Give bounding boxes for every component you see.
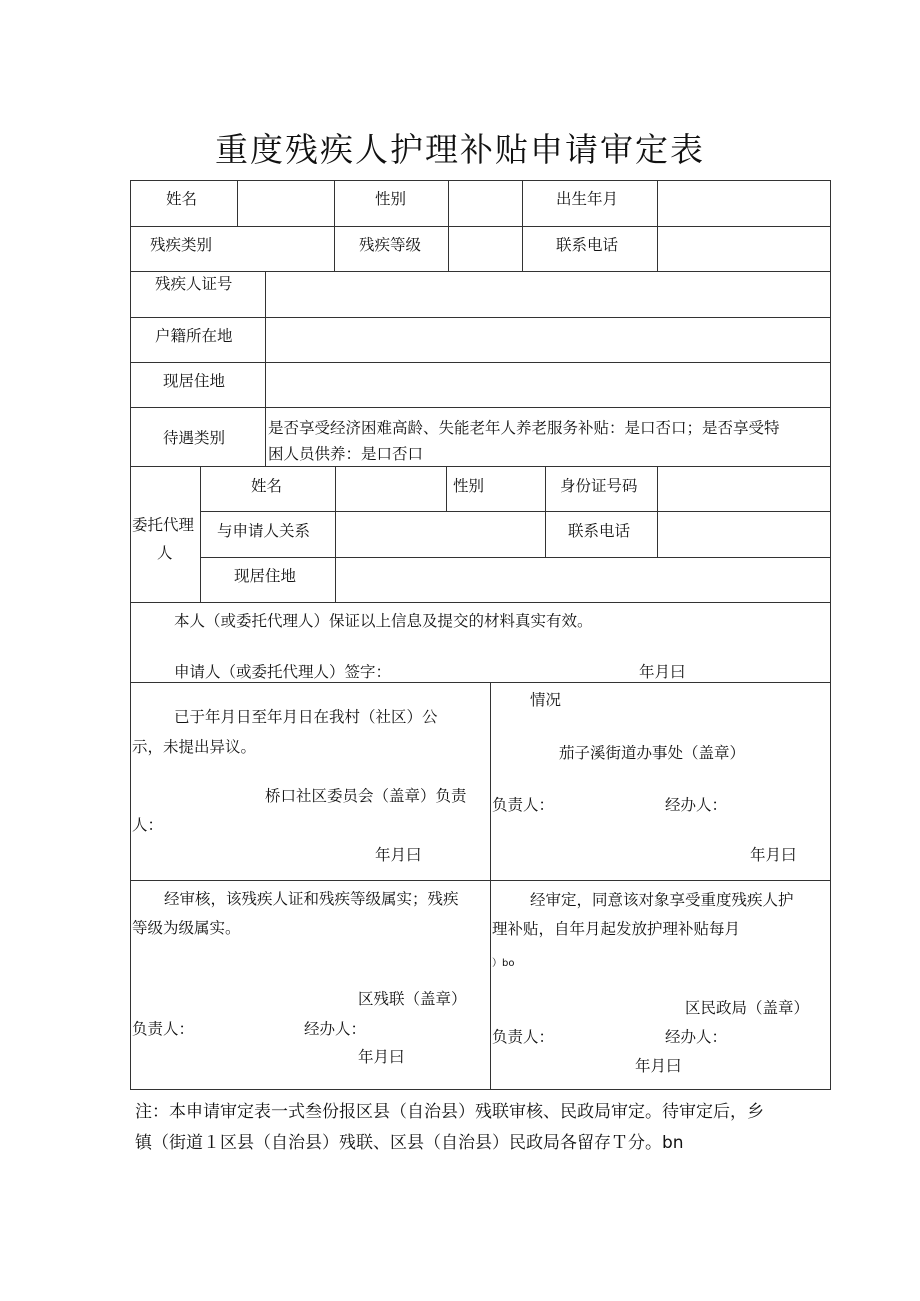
residence-label: 现居住地 <box>163 372 226 390</box>
street-responsible-label: 负责人： <box>492 796 555 814</box>
birth-label: 出生年月 <box>556 190 619 208</box>
row-divider <box>130 317 831 318</box>
page-title: 重度残疾人护理补贴申请审定表 <box>215 130 705 169</box>
agent-phone-label: 联系电话 <box>568 522 631 540</box>
row-divider <box>130 271 831 272</box>
benefit-question-line1: 是否享受经济困难高龄、失能老年人养老服务补贴：是口否口；是否享受特 <box>268 419 780 437</box>
civil-approval-line3: ）bo <box>492 958 515 969</box>
agent-name-label: 姓名 <box>251 477 283 495</box>
agent-section-label-line1: 委托代理 <box>132 516 195 534</box>
gender-label: 性别 <box>375 190 407 208</box>
col-divider <box>490 682 491 1090</box>
col-divider <box>335 466 336 602</box>
footnote <box>135 1097 835 1159</box>
publicity-line2: 示，未提出异议。 <box>132 738 257 756</box>
agent-id-label: 身份证号码 <box>560 477 638 495</box>
declaration-date: 年月曰 <box>639 663 686 681</box>
agent-gender-label: 性别 <box>453 477 485 495</box>
street-date: 年月曰 <box>750 846 797 864</box>
agent-relation-label: 与申请人关系 <box>217 522 311 540</box>
col-divider <box>265 271 266 466</box>
row-divider <box>200 557 831 558</box>
row-divider <box>130 682 831 683</box>
col-divider <box>200 466 201 602</box>
name-label: 姓名 <box>166 190 198 208</box>
signature-label: 申请人（或委托代理人）签字： <box>174 663 392 681</box>
col-divider <box>334 180 335 271</box>
household-label: 户籍所在地 <box>155 327 233 345</box>
community-date: 年月曰 <box>375 846 422 864</box>
federation-review-line1: 经审核，该残疾人证和残疾等级属实；残疾 <box>164 890 459 908</box>
committee-seal-line2: 人： <box>132 816 164 834</box>
civil-responsible-label: 负责人： <box>492 1028 555 1046</box>
civil-approval-line1: 经审定，同意该对象享受重度残疾人护 <box>530 891 794 909</box>
footnote-line2: 镇（街道１区县（自治县）残联、区县（自治县）民政局各留存Ｔ分。bn <box>135 1133 684 1153</box>
row-divider <box>130 362 831 363</box>
col-divider <box>448 180 449 271</box>
publicity-line1: 已于年月日至年月日在我村（社区）公 <box>174 708 438 726</box>
agent-residence-label: 现居住地 <box>234 567 297 585</box>
benefit-type-label: 待遇类别 <box>163 429 226 447</box>
footnote-line1: 注：本申请审定表一式叁份报区县（自治县）残联审核、民政局审定。待审定后，乡 <box>135 1102 764 1122</box>
committee-seal-line1: 桥口社区委员会（盖章）负责 <box>265 787 467 805</box>
situation-label: 情况 <box>530 691 562 709</box>
col-divider <box>657 180 658 271</box>
col-divider <box>545 466 546 557</box>
disability-level-label: 残疾等级 <box>359 236 422 254</box>
disability-cert-label: 残疾人证号 <box>155 275 233 293</box>
row-divider <box>130 880 831 881</box>
col-divider <box>522 180 523 271</box>
col-divider <box>657 466 658 557</box>
col-divider <box>237 180 238 226</box>
row-divider <box>130 226 831 227</box>
federation-review-line2: 等级为级属实。 <box>132 919 241 937</box>
civil-affairs-seal: 区民政局（盖章） <box>685 999 810 1017</box>
federation-handler-label: 经办人： <box>304 1020 367 1038</box>
col-divider <box>446 466 447 511</box>
benefit-question-line2: 困人员供养：是口否口 <box>268 445 424 463</box>
civil-date: 年月曰 <box>635 1057 682 1075</box>
row-divider <box>130 466 831 467</box>
federation-date: 年月曰 <box>358 1048 405 1066</box>
street-office-seal: 茄子溪街道办事处（盖章） <box>559 744 746 762</box>
row-divider <box>200 511 831 512</box>
federation-responsible-label: 负责人： <box>132 1020 195 1038</box>
declaration-statement: 本人（或委托代理人）保证以上信息及提交的材料真实有效。 <box>174 612 593 630</box>
street-handler-label: 经办人： <box>665 796 728 814</box>
disability-type-label: 残疾类别 <box>150 236 213 254</box>
phone-label: 联系电话 <box>556 236 619 254</box>
civil-approval-line2: 理补贴，自年月起发放护理补贴每月 <box>492 920 741 938</box>
civil-handler-label: 经办人： <box>665 1028 728 1046</box>
row-divider <box>130 602 831 603</box>
agent-section-label-line2: 人 <box>157 544 173 562</box>
federation-seal: 区残联（盖章） <box>358 990 467 1008</box>
row-divider <box>130 407 831 408</box>
